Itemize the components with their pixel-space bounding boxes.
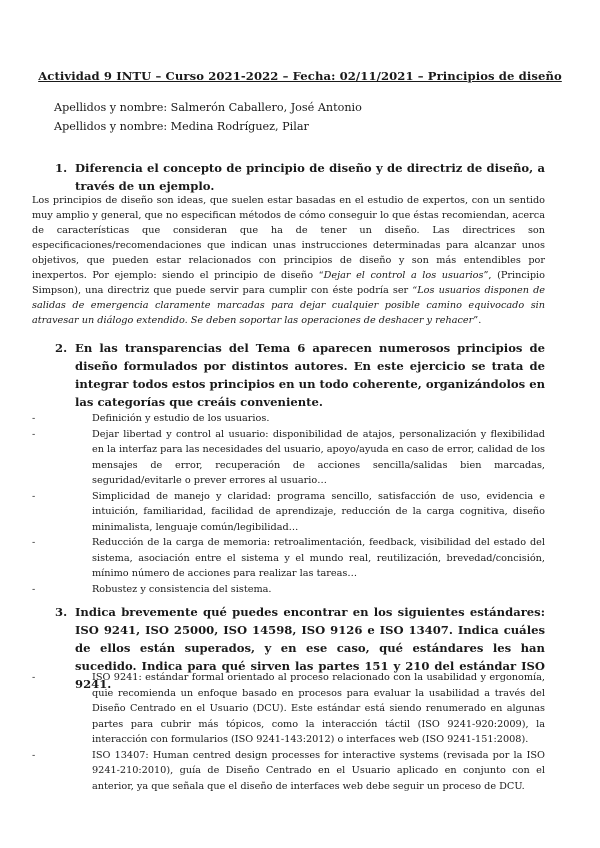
list-item [32,427,545,489]
list-item [32,582,545,598]
question-number: 1. [55,161,68,175]
question-number: 3. [55,605,68,619]
document-title: Actividad 9 INTU – Curso 2021-2022 – Fecha: 02/11/2021 – Principios de diseño [38,69,562,83]
question-1 [55,159,545,195]
answer-text: ”. [473,315,482,326]
answer-quote: Los usuarios disponen de salidas de emergencia claramente marcadas para dejar cualquier posible camino equivocado sin atravesar un diálogo extendido. Se deben soportar las operaciones de deshacer y rehacer [32,285,545,326]
list-item [32,670,545,748]
answer-3-list [32,670,545,794]
answer-2-list [32,411,545,597]
bullet-dash: - [32,583,36,595]
list-item [32,535,545,582]
question-number: 2. [55,341,68,355]
list-item-text: Simplicidad de manejo y claridad: programa sencillo, satisfacción de uso, evidencia e intuición, familiaridad, facilidad de aprendizaje, reducción de la carga cognitiva, diseño minimalista, lenguaje común/legibilidad… [92,490,545,533]
question-2 [55,339,545,411]
bullet-dash: - [32,537,36,548]
list-item-text: ISO 9241: estándar formal orientado al proceso relacionado con la usabilidad y ergonomía, quie recomienda un enfoque basado en procesos para evaluar la usabilidad a través del Diseño Centrado en el Usuario (DCU). Este estándar está siendo renumerado en algunas partes para cubrir más tópicos, como la interacción táctil (ISO 9241-920:2009), la interacción con formularios (ISO 9241-143:2012) o interfaces web (ISO 9241-151:2008). [92,672,545,745]
author-line-1: Apellidos y nombre: Salmerón Caballero, José Antonio [54,101,362,114]
list-item [32,748,545,795]
list-item [32,489,545,536]
list-item-text: Dejar libertad y control al usuario: disponibilidad de atajos, personalización y flexibilidad en la interfaz para las necesidades del usuario, apoyo/ayuda en caso de error, calidad de los mensajes de error, recuperación de acciones sencilla/salidas bien marcadas, seguridad/evitarle o prever errores al usuario… [92,428,545,486]
bullet-dash: - [32,672,36,683]
bullet-dash: - [32,490,36,502]
list-item [32,411,545,427]
list-item-text: Reducción de la carga de memoria: retroalimentación, feedback, visibilidad del estado del sistema, asociación entre el sistema y el mundo real, reutilización, brevedad/concisión, mínimo número de acciones para realizar las tareas… [92,537,545,579]
author-line-2: Apellidos y nombre: Medina Rodríguez, Pilar [54,120,309,133]
answer-1 [32,193,545,328]
answer-text: Los principios de diseño son ideas, que suelen estar basadas en el estudio de expertos, con un sentido muy amplio y general, que no especifican métodos de cómo conseguir lo que éstas recomiendan, acerca de características que consideran que ha de tener un diseño. Las directrices son especificaciones/recomendaciones que indican unas instrucciones determinadas para alcanzar unos objetivos, que pueden estar relacionados con principios de diseño y son más entendibles por inexpertos. Por ejemplo: siendo el principio de diseño “ [32,195,545,281]
list-item-text: Robustez y consistencia del sistema. [92,583,272,595]
bullet-dash: - [32,749,36,761]
question-text: Diferencia el concepto de principio de diseño y de directriz de diseño, a través de un ejemplo. [75,161,545,193]
question-text: En las transparencias del Tema 6 aparecen numerosos principios de diseño formulados por distintos autores. En este ejercicio se trata de integrar todos estos principios en un todo coherente, organizándolos en las categorías que creáis conveniente. [75,341,545,409]
bullet-dash: - [32,413,36,424]
question-text: Indica brevemente qué puedes encontrar en los siguientes estándares: ISO 9241, ISO 25000, ISO 14598, ISO 9126 e ISO 13407. Indica cuáles de ellos están superados, y en ese caso, qué estándares les han sucedido. Indica para qué sirven las partes 151 y 210 del estándar ISO 9241. [75,605,545,691]
list-item-text: ISO 13407: Human centred design processes for interactive systems (revisada por la ISO 9241-210:2010), guía de Diseño Centrado en el Usuario aplicado en conjunto con el anterior, ya que señala que el diseño de interfaces web debe seguir un proceso de DCU. [92,749,545,792]
answer-text: ”, (Principio Simpson), una directriz que puede servir para cumplir con éste podría ser “ [32,270,545,296]
answer-quote: Dejar el control a los usuarios [323,270,484,281]
list-item-text: Definición y estudio de los usuarios. [92,413,270,424]
bullet-dash: - [32,428,36,440]
